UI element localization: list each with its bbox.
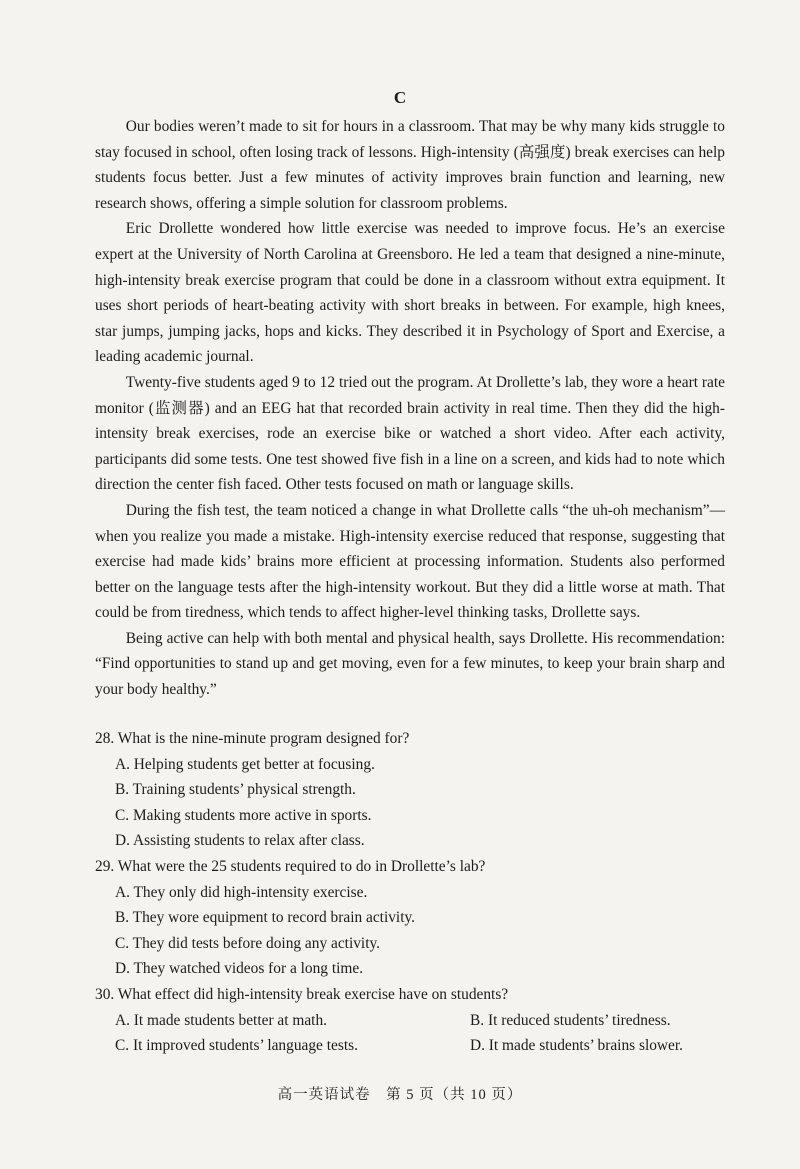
option-d: D. They watched videos for a long time.: [115, 960, 364, 978]
paragraph: Our bodies weren’t made to sit for hours in a classroom. That may be why many kids struggle to stay focused in school, often losing track of lessons. High-intensity (高强度) break exercises can help students focus better. Just a few minutes of activity improves brain function and learning, new research shows, offering a simple solution for classroom problems.: [95, 118, 725, 212]
reading-passage: [95, 114, 725, 703]
question-28: [95, 726, 725, 854]
option-a: A. Helping students get better at focusing.: [115, 755, 375, 773]
question-30: [95, 982, 725, 1059]
option-c: C. Making students more active in sports.: [115, 806, 372, 824]
option-b: B. Training students’ physical strength.: [115, 781, 356, 799]
paragraph: Eric Drollette wondered how little exercise was needed to improve focus. He’s an exercise expert at the University of North Carolina at Greensboro. He led a team that designed a nine-minute, high-intensity break exercise program that could be done in a classroom without extra equipment. It uses short periods of heart-beating activity with short breaks in between. For example, high knees, star jumps, jumping jacks, hops and kicks. They described it in Psychology of Sport and Exercise, a leading academic journal.: [95, 220, 725, 366]
question-stem: 28. What is the nine-minute program designed for?: [95, 730, 410, 747]
option-b: B. They wore equipment to record brain activity.: [115, 909, 416, 927]
option-b: B. It reduced students’ tiredness.: [470, 1011, 671, 1029]
option-row: [95, 1033, 725, 1059]
paragraph: During the fish test, the team noticed a change in what Drollette calls “the uh-oh mechanism”—when you realize you made a mistake. High-intensity exercise reduced that response, suggesting that exercise had made kids’ brains more efficient at processing information. Students also performed better on the language tests after the high-intensity workout. But they did a little worse at math. That could be from tiredness, which tends to affect higher-level thinking tasks, Drollette says.: [95, 501, 725, 622]
question-29: [95, 854, 725, 982]
option-a: A. They only did high-intensity exercise.: [115, 883, 368, 901]
question-stem: 29. What were the 25 students required to do in Drollette’s lab?: [95, 857, 486, 875]
option-c: C. They did tests before doing any activity.: [115, 934, 381, 952]
paragraph: Twenty-five students aged 9 to 12 tried out the program. At Drollette’s lab, they wore a heart rate monitor (监测器) and an EEG hat that recorded brain activity in real time. Then they did the high-intensity break exercises, rode an exercise bike or watched a short video. After each activity, participants did some tests. One test showed five fish in a line on a screen, and kids had to note which direction the center fish faced. Other tests focused on math or language skills.: [95, 373, 725, 494]
option-a: A. It made students better at math.: [115, 1011, 327, 1029]
paragraph: Being active can help with both mental and physical health, says Drollette. His recommendation: “Find opportunities to stand up and get moving, even for a few minutes, to keep your brain sharp and your body healthy.”: [95, 629, 725, 699]
option-d: D. Assisting students to relax after class.: [115, 832, 365, 850]
page-footer: 高一英语试卷 第 5 页（共 10 页）: [277, 1087, 523, 1103]
option-c: C. It improved students’ language tests.: [115, 1037, 358, 1055]
question-list: [95, 726, 725, 1059]
option-d: D. It made students’ brains slower.: [470, 1037, 684, 1055]
section-heading: C: [393, 88, 407, 107]
question-stem: 30. What effect did high-intensity break exercise have on students?: [95, 985, 509, 1003]
option-row: [95, 1008, 725, 1034]
